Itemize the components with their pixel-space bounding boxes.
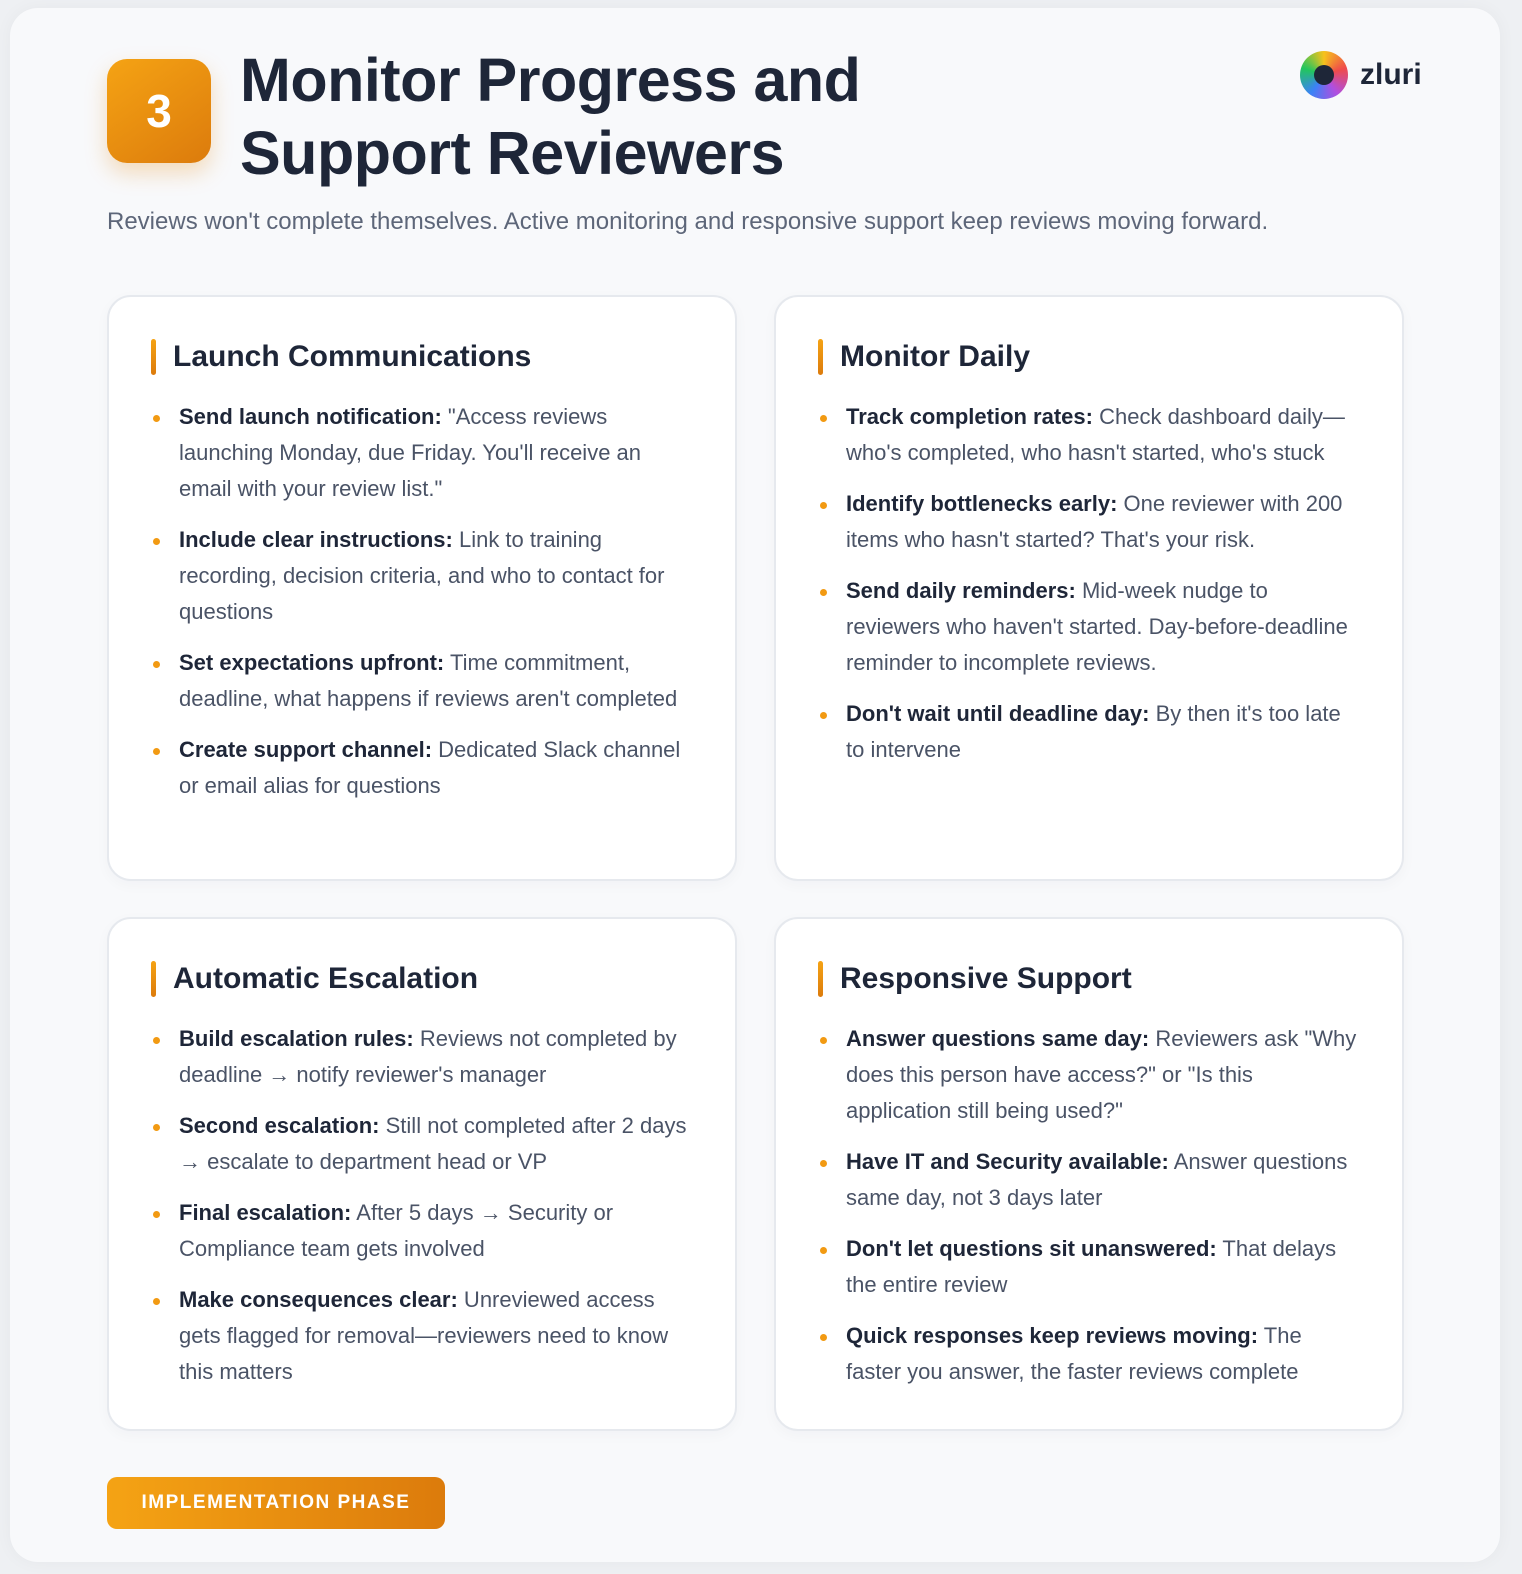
item-label: Answer questions same day: [846, 1026, 1150, 1051]
list-item [151, 645, 695, 717]
list-item [151, 1021, 695, 1093]
card-title: Responsive Support [818, 959, 1362, 999]
item-text: Reviews not completed by deadline → notify reviewer's manager [179, 1026, 677, 1087]
item-text: Unreviewed access gets flagged for removal—reviewers need to know this matters [179, 1287, 669, 1384]
page-title-line-2: Support Reviewers [240, 119, 785, 187]
item-text: The faster you answer, the faster reviews complete [846, 1323, 1302, 1384]
item-label: Don't wait until deadline day: [846, 701, 1150, 726]
item-text: Time commitment, deadline, what happens if reviews aren't completed [179, 650, 678, 711]
list-item [151, 1108, 695, 1180]
list-item [818, 1144, 1362, 1216]
list-item [151, 1282, 695, 1390]
item-text: Mid-week nudge to reviewers who haven't started. Day-before-deadline reminder to incomplete reviews. [846, 578, 1348, 675]
card-title: Launch Communications [151, 337, 695, 377]
bullet-list [818, 1021, 1362, 1390]
item-label: Identify bottlenecks early: [846, 491, 1118, 516]
item-text: Answer questions same day, not 3 days later [846, 1149, 1348, 1210]
list-item [818, 573, 1362, 681]
list-item [151, 399, 695, 507]
list-item [151, 1195, 695, 1267]
page-title-line-1: Monitor Progress and [240, 46, 861, 114]
list-item [818, 399, 1362, 471]
list-item [818, 1318, 1362, 1390]
list-item [151, 732, 695, 804]
item-label: Set expectations upfront: [179, 650, 445, 675]
item-label: Quick responses keep reviews moving: [846, 1323, 1259, 1348]
list-item [818, 1021, 1362, 1129]
item-text: By then it's too late to intervene [846, 701, 1341, 762]
page-subtitle: Reviews won't complete themselves. Active monitoring and responsive support keep reviews moving forward. [107, 208, 1269, 235]
slide-page [10, 8, 1500, 1562]
card-automatic-escalation [107, 917, 737, 1431]
item-text: "Access reviews launching Monday, due Friday. You'll receive an email with your review list." [179, 404, 642, 501]
item-text: Still not completed after 2 days → escalate to department head or VP [179, 1113, 687, 1174]
card-launch-communications [107, 295, 737, 881]
item-label: Don't let questions sit unanswered: [846, 1236, 1217, 1261]
bullet-list [151, 1021, 695, 1390]
phase-badge [107, 1477, 445, 1529]
brand-logo [1300, 51, 1422, 99]
item-label: Have IT and Security available: [846, 1149, 1169, 1174]
step-number: 3 [146, 85, 172, 137]
phase-badge-label: IMPLEMENTATION PHASE [141, 1492, 411, 1513]
card-title: Monitor Daily [818, 337, 1362, 377]
item-label: Create support channel: [179, 737, 433, 762]
brand-logo-text: zluri [1360, 58, 1422, 91]
item-label: Make consequences clear: [179, 1287, 458, 1312]
item-text: After 5 days → Security or Compliance team gets involved [179, 1200, 614, 1261]
item-label: Second escalation: [179, 1113, 380, 1138]
item-text: Dedicated Slack channel or email alias for questions [179, 737, 681, 798]
item-text: One reviewer with 200 items who hasn't started? That's your risk. [846, 491, 1343, 552]
card-monitor-daily [774, 295, 1404, 881]
list-item [818, 486, 1362, 558]
page-title [240, 44, 1040, 190]
card-responsive-support [774, 917, 1404, 1431]
item-label: Include clear instructions: [179, 527, 453, 552]
item-text: Reviewers ask "Why does this person have access?" or "Is this application still being used?" [846, 1026, 1357, 1123]
item-label: Send daily reminders: [846, 578, 1076, 603]
item-text: Link to training recording, decision criteria, and who to contact for questions [179, 527, 665, 624]
step-number-badge [107, 59, 211, 163]
colorful-ring-logo-icon [1300, 51, 1348, 99]
item-text: That delays the entire review [846, 1236, 1337, 1297]
list-item [818, 1231, 1362, 1303]
bullet-list [818, 399, 1362, 768]
list-item [818, 696, 1362, 768]
card-title: Automatic Escalation [151, 959, 695, 999]
bullet-list [151, 399, 695, 804]
list-item [151, 522, 695, 630]
item-text: Check dashboard daily—who's completed, who hasn't started, who's stuck [846, 404, 1345, 465]
item-label: Build escalation rules: [179, 1026, 414, 1051]
item-label: Track completion rates: [846, 404, 1093, 429]
item-label: Send launch notification: [179, 404, 442, 429]
item-label: Final escalation: [179, 1200, 352, 1225]
